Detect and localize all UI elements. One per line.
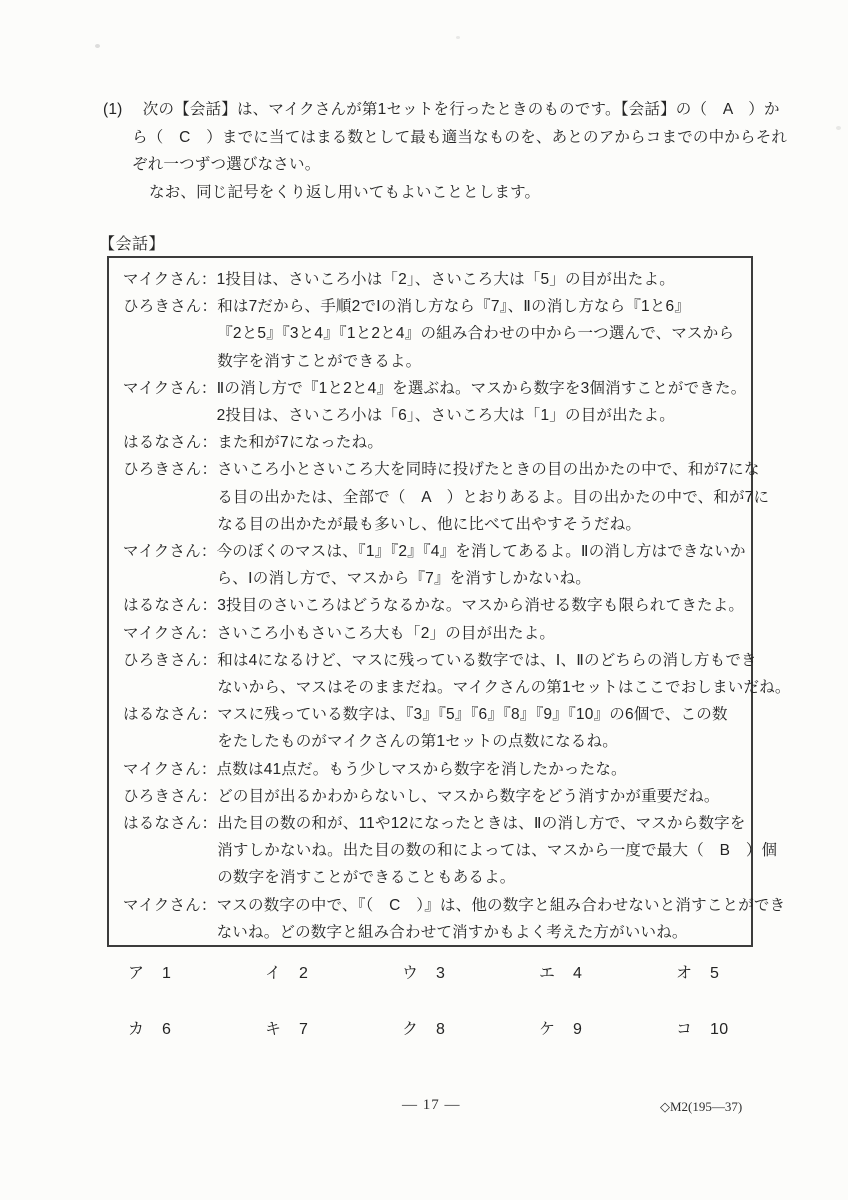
speaker-name: ひろきさん： bbox=[123, 651, 218, 669]
dialogue-text bbox=[216, 892, 786, 946]
answer-choices bbox=[128, 963, 828, 1041]
dialogue-text bbox=[217, 293, 745, 375]
choice-value: 3 bbox=[436, 965, 446, 982]
dialogue-line: ら、Ⅰの消し方で、マスから『7』を消すしかないね。 bbox=[216, 570, 591, 588]
dialogue-text bbox=[217, 592, 745, 619]
choice-letter: エ bbox=[539, 965, 556, 982]
choice-value: 6 bbox=[162, 1021, 172, 1038]
dialogue-line: 和は4になるけど、マスに残っている数字では、Ⅰ、Ⅱのどちらの消し方もでき bbox=[217, 651, 757, 669]
choice-option-ka bbox=[128, 1019, 265, 1041]
dialogue-line: マスに残っている数字は、『3』『5』『6』『8』『9』『10』の6個で、この数 bbox=[217, 706, 728, 724]
dialogue-line: なる目の出かたが最も多いし、他に比べて出やすそうだね。 bbox=[217, 515, 642, 533]
dialogue-line: 3投目のさいころはどうなるかな。マスから消せる数字も限られてきたよ。 bbox=[217, 597, 745, 615]
dialogue-text bbox=[217, 266, 745, 293]
scan-noise-speck bbox=[836, 126, 841, 130]
dialogue-entry bbox=[123, 592, 745, 619]
dialogue-text bbox=[217, 456, 770, 538]
choice-letter: ウ bbox=[402, 965, 419, 982]
dialogue-line: 消すしかないね。出た目の数の和によっては、マスから一度で最大（ B ）個 bbox=[217, 842, 778, 860]
dialogue-entry bbox=[123, 456, 770, 538]
choice-letter: ケ bbox=[539, 1021, 556, 1038]
dialogue-line: 数字を消すことができるよ。 bbox=[217, 352, 422, 370]
choice-option-ku bbox=[402, 1019, 539, 1041]
choice-value: 7 bbox=[299, 1021, 309, 1038]
choice-letter: オ bbox=[676, 965, 693, 982]
choice-option-e bbox=[539, 963, 676, 985]
choice-value: 1 bbox=[162, 965, 172, 982]
speaker-name: はるなさん： bbox=[123, 597, 218, 615]
dialogue-text bbox=[217, 756, 745, 783]
choice-row bbox=[128, 963, 828, 985]
dialogue-entry bbox=[123, 429, 745, 456]
speaker-name: はるなさん： bbox=[123, 434, 218, 452]
dialogue-entry bbox=[123, 892, 786, 946]
speaker-name: はるなさん： bbox=[123, 815, 218, 833]
dialogue-entry bbox=[123, 266, 745, 293]
dialogue-line: 出た目の数の和が、11や12になったときは、Ⅱの消し方で、マスから数字を bbox=[217, 815, 746, 833]
choice-value: 2 bbox=[299, 965, 309, 982]
choice-letter: キ bbox=[265, 1021, 282, 1038]
dialogue-text bbox=[217, 783, 745, 810]
dialogue-text bbox=[217, 701, 745, 755]
choice-option-ke bbox=[539, 1019, 676, 1041]
question-statement-line: ぞれ一つずつ選びなさい。 bbox=[132, 156, 321, 173]
dialogue-text bbox=[217, 375, 745, 429]
dialogue-line: 点数は41点だ。もう少しマスから数字を消したかったな。 bbox=[216, 760, 627, 778]
speaker-name: マイクさん： bbox=[123, 896, 217, 914]
dialogue-line: をたしたものがマイクさんの第1セットの点数になるね。 bbox=[217, 733, 618, 751]
choice-value: 8 bbox=[436, 1021, 446, 1038]
dialogue-line: Ⅱの消し方で『1と2と4』を選ぶね。マスから数字を3個消すことができた。 bbox=[216, 379, 747, 397]
dialogue-line: 1投目は、さいころ小は「2」、さいころ大は「5」の目が出たよ。 bbox=[216, 271, 675, 288]
choice-value: 9 bbox=[573, 1021, 583, 1038]
dialogue-entry bbox=[123, 647, 791, 701]
dialogue-line: 『2と5』『3と4』『1と2と4』の組み合わせの中から一つ選んで、マスから bbox=[217, 325, 735, 343]
dialogue-line: マスの数字の中で、『（ C ）』は、他の数字と組み合わせないと消すことができ bbox=[216, 896, 786, 914]
choice-option-a bbox=[128, 963, 265, 985]
dialogue-text bbox=[217, 538, 745, 592]
dialogue-text bbox=[217, 810, 778, 892]
dialogue-line: る目の出かたは、全部で（ A ）とおりあるよ。目の出かたの中で、和が7に bbox=[217, 488, 770, 506]
dialogue-entry bbox=[123, 810, 778, 892]
dialogue-line: 2投目は、さいころ小は「6」、さいころ大は「1」の目が出たよ。 bbox=[216, 407, 675, 425]
question-statement-line: (1) 次の【会話】は、マイクさんが第1セットを行ったときのものです。【会話】の（ A ）か bbox=[103, 101, 780, 118]
speaker-name: ひろきさん： bbox=[123, 298, 218, 316]
scan-noise-speck bbox=[456, 36, 460, 39]
dialogue-line: 今のぼくのマスは、『1』『2』『4』を消してあるよ。Ⅱの消し方はできないか bbox=[216, 543, 746, 561]
dialogue-line: さいころ小とさいころ大を同時に投げたときの目の出かたの中で、和が7にな bbox=[217, 461, 760, 479]
speaker-name: はるなさん： bbox=[123, 706, 218, 724]
speaker-name: マイクさん： bbox=[123, 271, 217, 288]
choice-letter: コ bbox=[676, 1021, 693, 1038]
dialogue-text bbox=[217, 647, 791, 701]
question-statement bbox=[103, 96, 788, 206]
dialogue-text bbox=[217, 429, 745, 456]
conversation-label: 【会話】 bbox=[99, 236, 166, 253]
scan-noise-speck bbox=[95, 44, 100, 48]
dialogue-line: ないね。どの数字と組み合わせて消すかもよく考えた方がいいね。 bbox=[216, 923, 688, 941]
choice-letter: ク bbox=[402, 1021, 419, 1038]
speaker-name: マイクさん： bbox=[123, 543, 217, 561]
speaker-name: マイクさん： bbox=[123, 760, 217, 778]
dialogue-line: どの目が出るかわからないし、マスから数字をどう消すかが重要だね。 bbox=[217, 787, 720, 805]
choice-letter: イ bbox=[265, 965, 282, 982]
speaker-name: ひろきさん： bbox=[123, 461, 218, 479]
dialogue-entry bbox=[123, 783, 745, 810]
choice-option-o bbox=[676, 963, 813, 985]
choice-letter: カ bbox=[128, 1021, 145, 1038]
dialogue-entry bbox=[123, 756, 745, 783]
choice-option-u bbox=[402, 963, 539, 985]
choice-option-i bbox=[265, 963, 402, 985]
choice-letter: ア bbox=[128, 965, 145, 982]
dialogue-entry bbox=[123, 538, 745, 592]
dialogue-entry bbox=[123, 701, 745, 755]
choice-option-ko bbox=[676, 1019, 813, 1041]
conversation-box bbox=[107, 256, 791, 947]
speaker-name: マイクさん： bbox=[123, 624, 217, 642]
dialogue-line: ないから、マスはそのままだね。マイクさんの第1セットはここでおしまいだね。 bbox=[217, 679, 791, 697]
choice-value: 5 bbox=[710, 965, 720, 982]
dialogue-line: 和は7だから、手順2でⅠの消し方なら『7』、Ⅱの消し方なら『1と6』 bbox=[217, 298, 691, 316]
dialogue-entry bbox=[123, 620, 745, 647]
choice-value: 10 bbox=[710, 1021, 729, 1038]
page-number: — 17 — bbox=[402, 1097, 461, 1113]
speaker-name: ひろきさん： bbox=[123, 787, 218, 805]
choice-option-ki bbox=[265, 1019, 402, 1041]
dialogue-line: また和が7になったね。 bbox=[217, 434, 384, 452]
document-code: ◇M2(195—37) bbox=[660, 1099, 743, 1114]
dialogue-entry bbox=[123, 293, 745, 375]
choice-row bbox=[128, 1019, 828, 1041]
dialogue-line: の数字を消すことができることもあるよ。 bbox=[217, 869, 516, 887]
question-statement-line: ら（ C ）までに当てはまる数として最も適当なものを、あとのアからコまでの中からそれ bbox=[132, 128, 788, 146]
question-statement-line: なお、同じ記号をくり返し用いてもよいこととします。 bbox=[149, 183, 541, 201]
speaker-name: マイクさん： bbox=[123, 379, 217, 397]
choice-value: 4 bbox=[573, 965, 583, 982]
dialogue-entry bbox=[123, 375, 745, 429]
dialogue-text bbox=[217, 620, 745, 647]
dialogue-line: さいころ小もさいころ大も「2」の目が出たよ。 bbox=[216, 624, 556, 642]
